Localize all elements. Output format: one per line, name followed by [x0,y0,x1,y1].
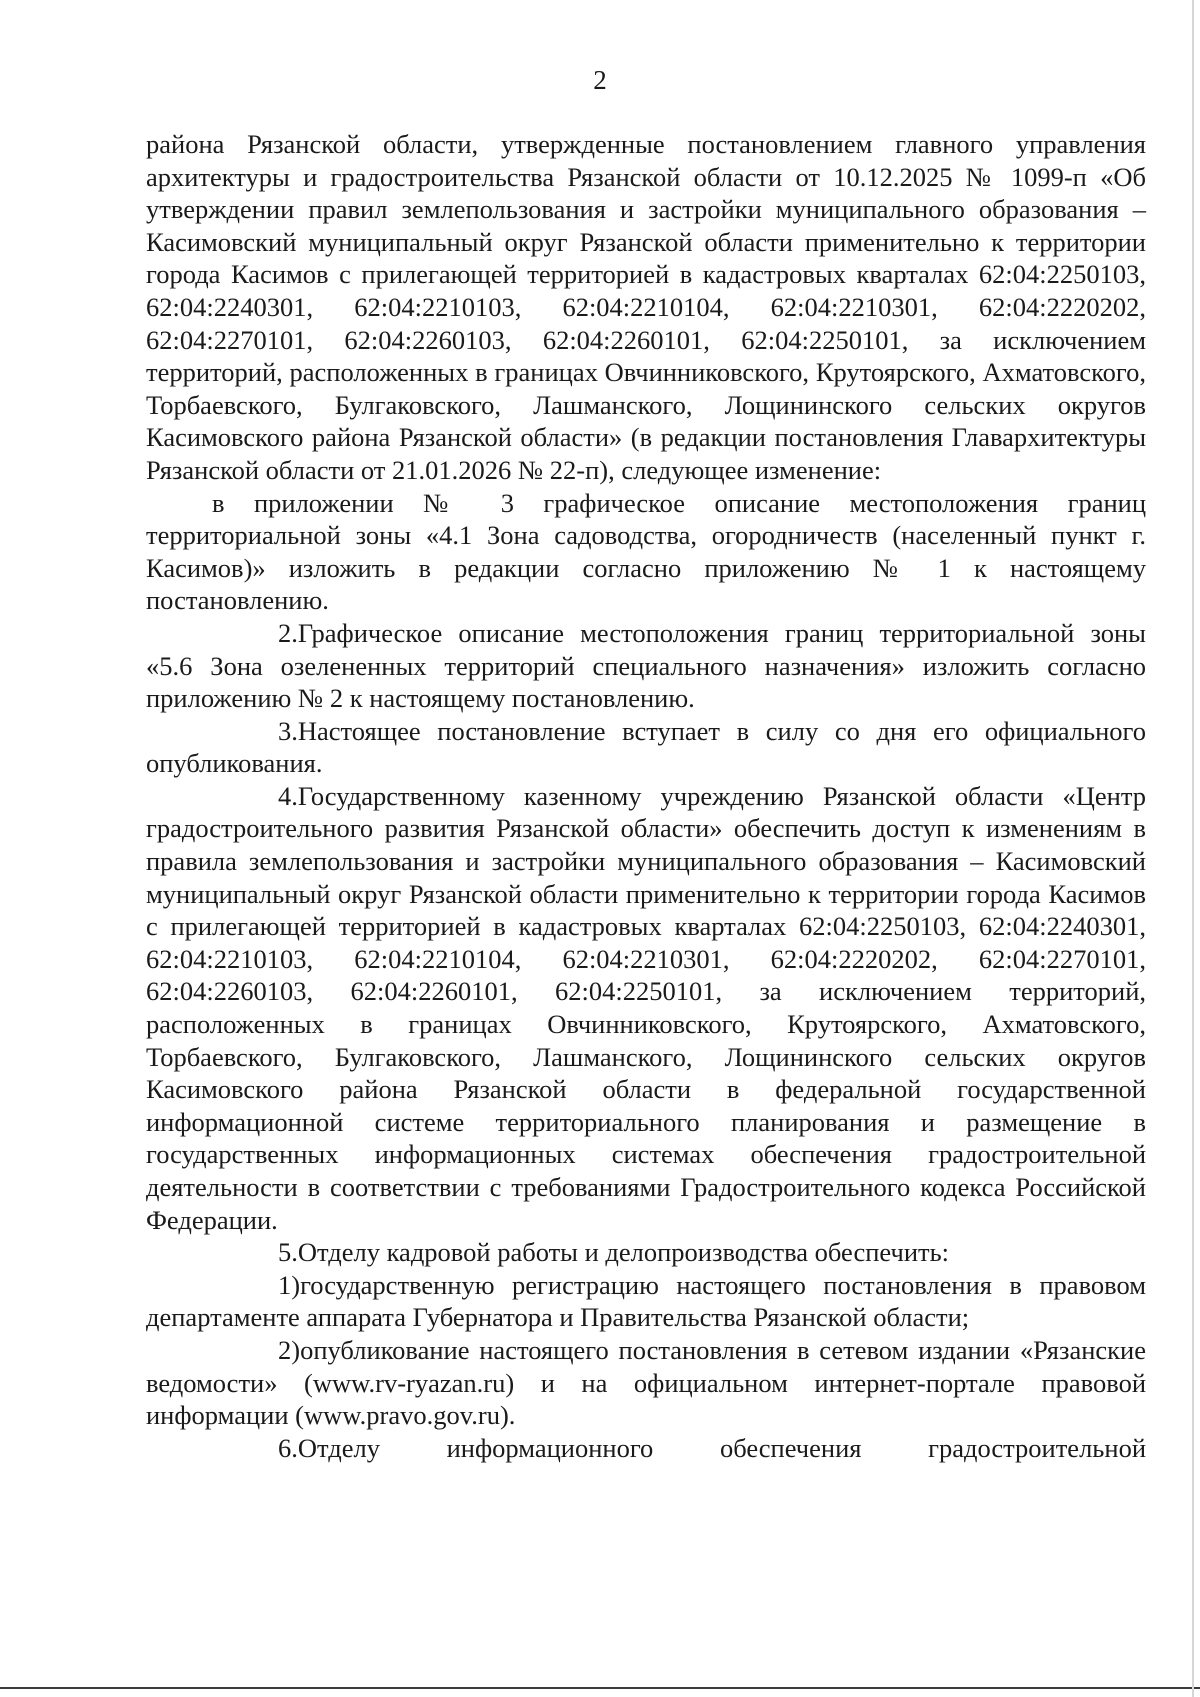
sub-item-text: опубликование настоящего постановления в сетевом издании «Рязанские ведомости» (www.rv-ryazan.ru) и на официальном интернет-портале правовой информации (www.pravo.gov.ru). [146,1334,1146,1431]
page-number: 2 [593,65,607,95]
list-item-3 [146,715,1146,780]
list-item-text: Настоящее постановление вступает в силу со дня его официального опубликования. [146,715,1146,779]
scan-bottom-edge [0,1687,1200,1689]
list-item-2 [146,617,1146,715]
list-item-6 [146,1432,1146,1465]
sub-item-2 [146,1334,1146,1432]
document-body [146,128,1146,1464]
list-item-text: Графическое описание местоположения границ территориальной зоны «5.6 Зона озелененных территорий специального назначения» изложить согласно приложению № 2 к настоящему постановлению. [146,617,1146,714]
list-item-text: Государственному казенному учреждению Рязанской области «Центр градостроительного развития Рязанской области» обеспечить доступ к изменениям в правила землепользования и застройки муниципального образования – Касимовский муниципальный округ Рязанской области применительно к территории города Касимов с прилегающей территорией в кадастровых кварталах 62:04:2250103, 62:04:2240301, 62:04:2210103, 62:04:2210104, 62:04:2210301, 62:04:2220202, 62:04:2270101, 62:04:2260103, 62:04:2260101, 62:04:2250101, за исключением территорий, расположенных в границах Овчинниковского, Крутоярского, Ахматовского, Торбаевского, Булгаковского, Лашманского, Лощининского сельских округов Касимовского района Рязанской области в федеральной государственной информационной системе территориального планирования и размещение в государственных информационных системах обеспечения градостроительной деятельности в соответствии с требованиями Градостроительного кодекса Российской Федерации. [146,780,1146,1235]
sub-item-number: 2) [278,1334,301,1365]
list-item-number: 2. [278,617,298,648]
scan-right-edge [1192,0,1194,1697]
list-item-text: Отделу кадровой работы и делопроизводства обеспечить: [297,1237,950,1268]
paragraph-amendment: в приложении № 3 графическое описание местоположения границ территориальной зоны «4.1 Зона садоводства, огородничеств (населенный пункт г. Касимов)» изложить в редакции согласно приложению № 1 к настоящему постановлению. [146,487,1146,616]
list-item-number: 3. [278,715,298,746]
paragraph-continuation: района Рязанской области, утвержденные постановлением главного управления архитектуры и градостроительства Рязанской области от 10.12.2025 № 1099-п «Об утверждении правил землепользования и застройки муниципального образования – Касимовский муниципальный округ Рязанской области применительно к территории города Касимов с прилегающей территорией в кадастровых кварталах 62:04:2250103, 62:04:2240301, 62:04:2210103, 62:04:2210104, 62:04:2210301, 62:04:2220202, 62:04:2270101, 62:04:2260103, 62:04:2260101, 62:04:2250101, за исключением территорий, расположенных в границах Овчинниковского, Крутоярского, Ахматовского, Торбаевского, Булгаковского, Лашманского, Лощининского сельских округов Касимовского района Рязанской области» (в редакции постановления Главархитектуры Рязанской области от 21.01.2026 № 22-п), следующее изменение: [146,129,1146,485]
list-item-number: 4. [278,780,298,811]
sub-item-number: 1) [278,1269,301,1300]
list-item-number: 6. [278,1432,298,1463]
list-item-5 [146,1236,1146,1269]
sub-item-1 [146,1269,1146,1334]
list-item-4 [146,780,1146,1236]
list-item-text: Отделу информационного обеспечения градостроительной [297,1432,1146,1463]
list-item-number: 5. [278,1237,298,1268]
sub-item-text: государственную регистрацию настоящего постановления в правовом департаменте аппарата Губернатора и Правительства Рязанской области; [146,1269,1146,1333]
